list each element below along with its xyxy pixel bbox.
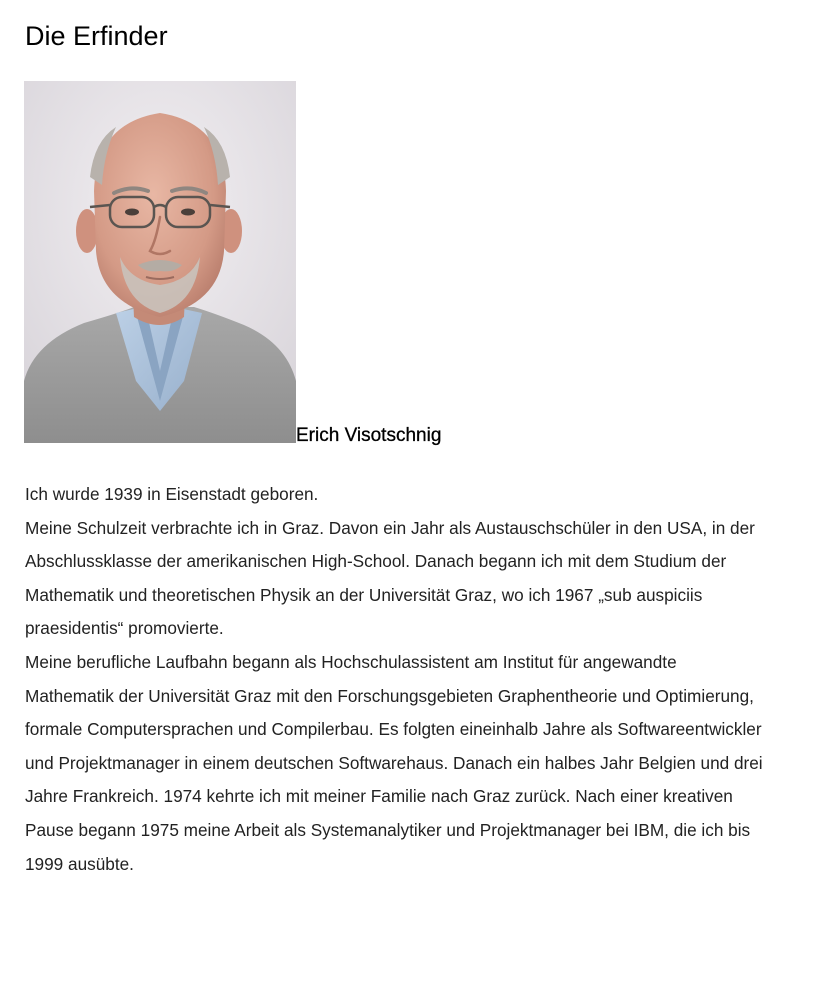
- bio-paragraph: Meine berufliche Laufbahn begann als Hochschulassistent am Institut für angewandte Mathematik der Universität Graz mit den Forschungsgebieten Graphentheorie und Optimierung, formale Computersprachen und Compilerbau. Es folgten eineinhalb Jahre als Softwareentwickler und Projektmanager in einem deutschen Softwarehaus. Danach ein halbes Jahr Belgien und drei Jahre Frankreich. 1974 kehrte ich mit meiner Familie nach Graz zurück. Nach einer kreativen Pause begann 1975 meine Arbeit als Systemanalytiker und Projektmanager bei IBM, die ich bis 1999 ausübte.: [25, 651, 763, 874]
- bio-paragraph: Ich wurde 1939 in Eisenstadt geboren.: [25, 484, 319, 504]
- portrait-photo: [24, 81, 296, 443]
- page-title: Die Erfinder: [25, 21, 168, 51]
- bio-paragraph: Meine Schulzeit verbrachte ich in Graz. Davon ein Jahr als Austauschschüler in den USA, in der Abschlussklasse der amerikanischen High-School. Danach begann ich mit dem Studium der Mathematik und theoretischen Physik an der Universität Graz, wo ich 1967 „sub auspiciis praesidentis“ promovierte.: [25, 517, 755, 639]
- biography-text: [25, 478, 765, 881]
- person-name-caption: Erich Visotschnig: [296, 425, 442, 446]
